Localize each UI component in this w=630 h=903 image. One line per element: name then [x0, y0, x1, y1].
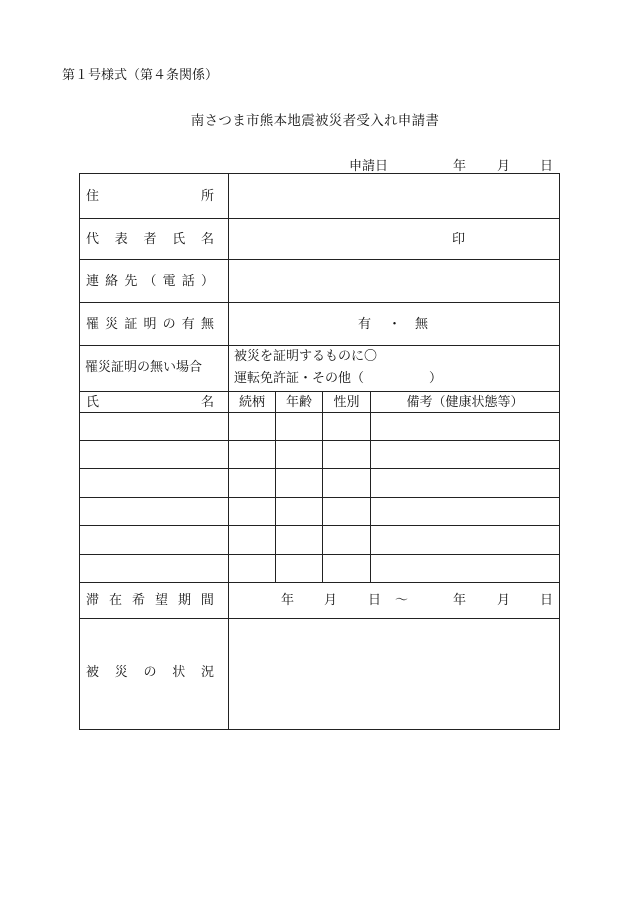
contact-phone-field[interactable] [229, 260, 559, 302]
no-certificate-label: 罹災証明の無い場合 [85, 360, 203, 375]
seal-mark: 印 [452, 232, 466, 247]
stay-end-day: 日 [540, 593, 554, 608]
remarks-header: 備考（健康状態等） [406, 395, 524, 410]
application-date-month: 月 [497, 159, 511, 174]
representative-name-field[interactable] [229, 219, 559, 259]
stay-start-day: 日 [368, 593, 382, 608]
stay-period-label: 滞 在 希 望 期 間 [86, 593, 214, 608]
member-row[interactable] [80, 498, 559, 525]
age-header: 年齢 [285, 395, 312, 410]
stay-end-year: 年 [453, 593, 467, 608]
certificate-option-separator: ・ [388, 317, 402, 332]
member-row[interactable] [80, 413, 559, 440]
document-title: 南さつま市熊本地震被災者受入れ申請書 [190, 113, 440, 129]
member-row[interactable] [80, 441, 559, 468]
certificate-option-no[interactable]: 無 [415, 317, 429, 332]
damage-situation-field[interactable] [229, 619, 559, 729]
stay-start-month: 月 [324, 593, 338, 608]
address-label: 住 所 [86, 189, 214, 204]
sex-header: 性別 [333, 395, 360, 410]
relation-header: 続柄 [238, 395, 265, 410]
certificate-presence-label: 罹 災 証 明 の 有 無 [86, 317, 214, 332]
application-date-day: 日 [540, 159, 554, 174]
row-divider [79, 302, 560, 303]
contact-phone-label: 連 絡 先 （ 電 話 ） [86, 274, 214, 289]
application-date-label: 申請日 [349, 159, 389, 174]
damage-situation-label: 被 災 の 状 況 [86, 665, 214, 680]
stay-end-month: 月 [497, 593, 511, 608]
representative-name-label: 代 表 者 氏 名 [86, 232, 214, 247]
application-date-year: 年 [453, 159, 467, 174]
row-divider [79, 391, 560, 392]
stay-period-tilde: ～ [395, 593, 409, 608]
certificate-option-yes[interactable]: 有 [358, 317, 372, 332]
table-border-right [559, 173, 560, 729]
row-divider [79, 345, 560, 346]
member-name-header: 氏 名 [86, 395, 214, 410]
form-number: 第１号様式（第４条関係） [62, 68, 219, 83]
member-row[interactable] [80, 469, 559, 497]
no-certificate-options[interactable]: 運転免許証・その他（ ） [234, 371, 443, 386]
member-row[interactable] [80, 555, 559, 582]
no-certificate-instruction: 被災を証明するものに〇 [234, 349, 378, 364]
stay-start-year: 年 [281, 593, 295, 608]
member-row[interactable] [80, 526, 559, 554]
table-border-bottom [79, 729, 560, 730]
address-field[interactable] [229, 174, 559, 218]
